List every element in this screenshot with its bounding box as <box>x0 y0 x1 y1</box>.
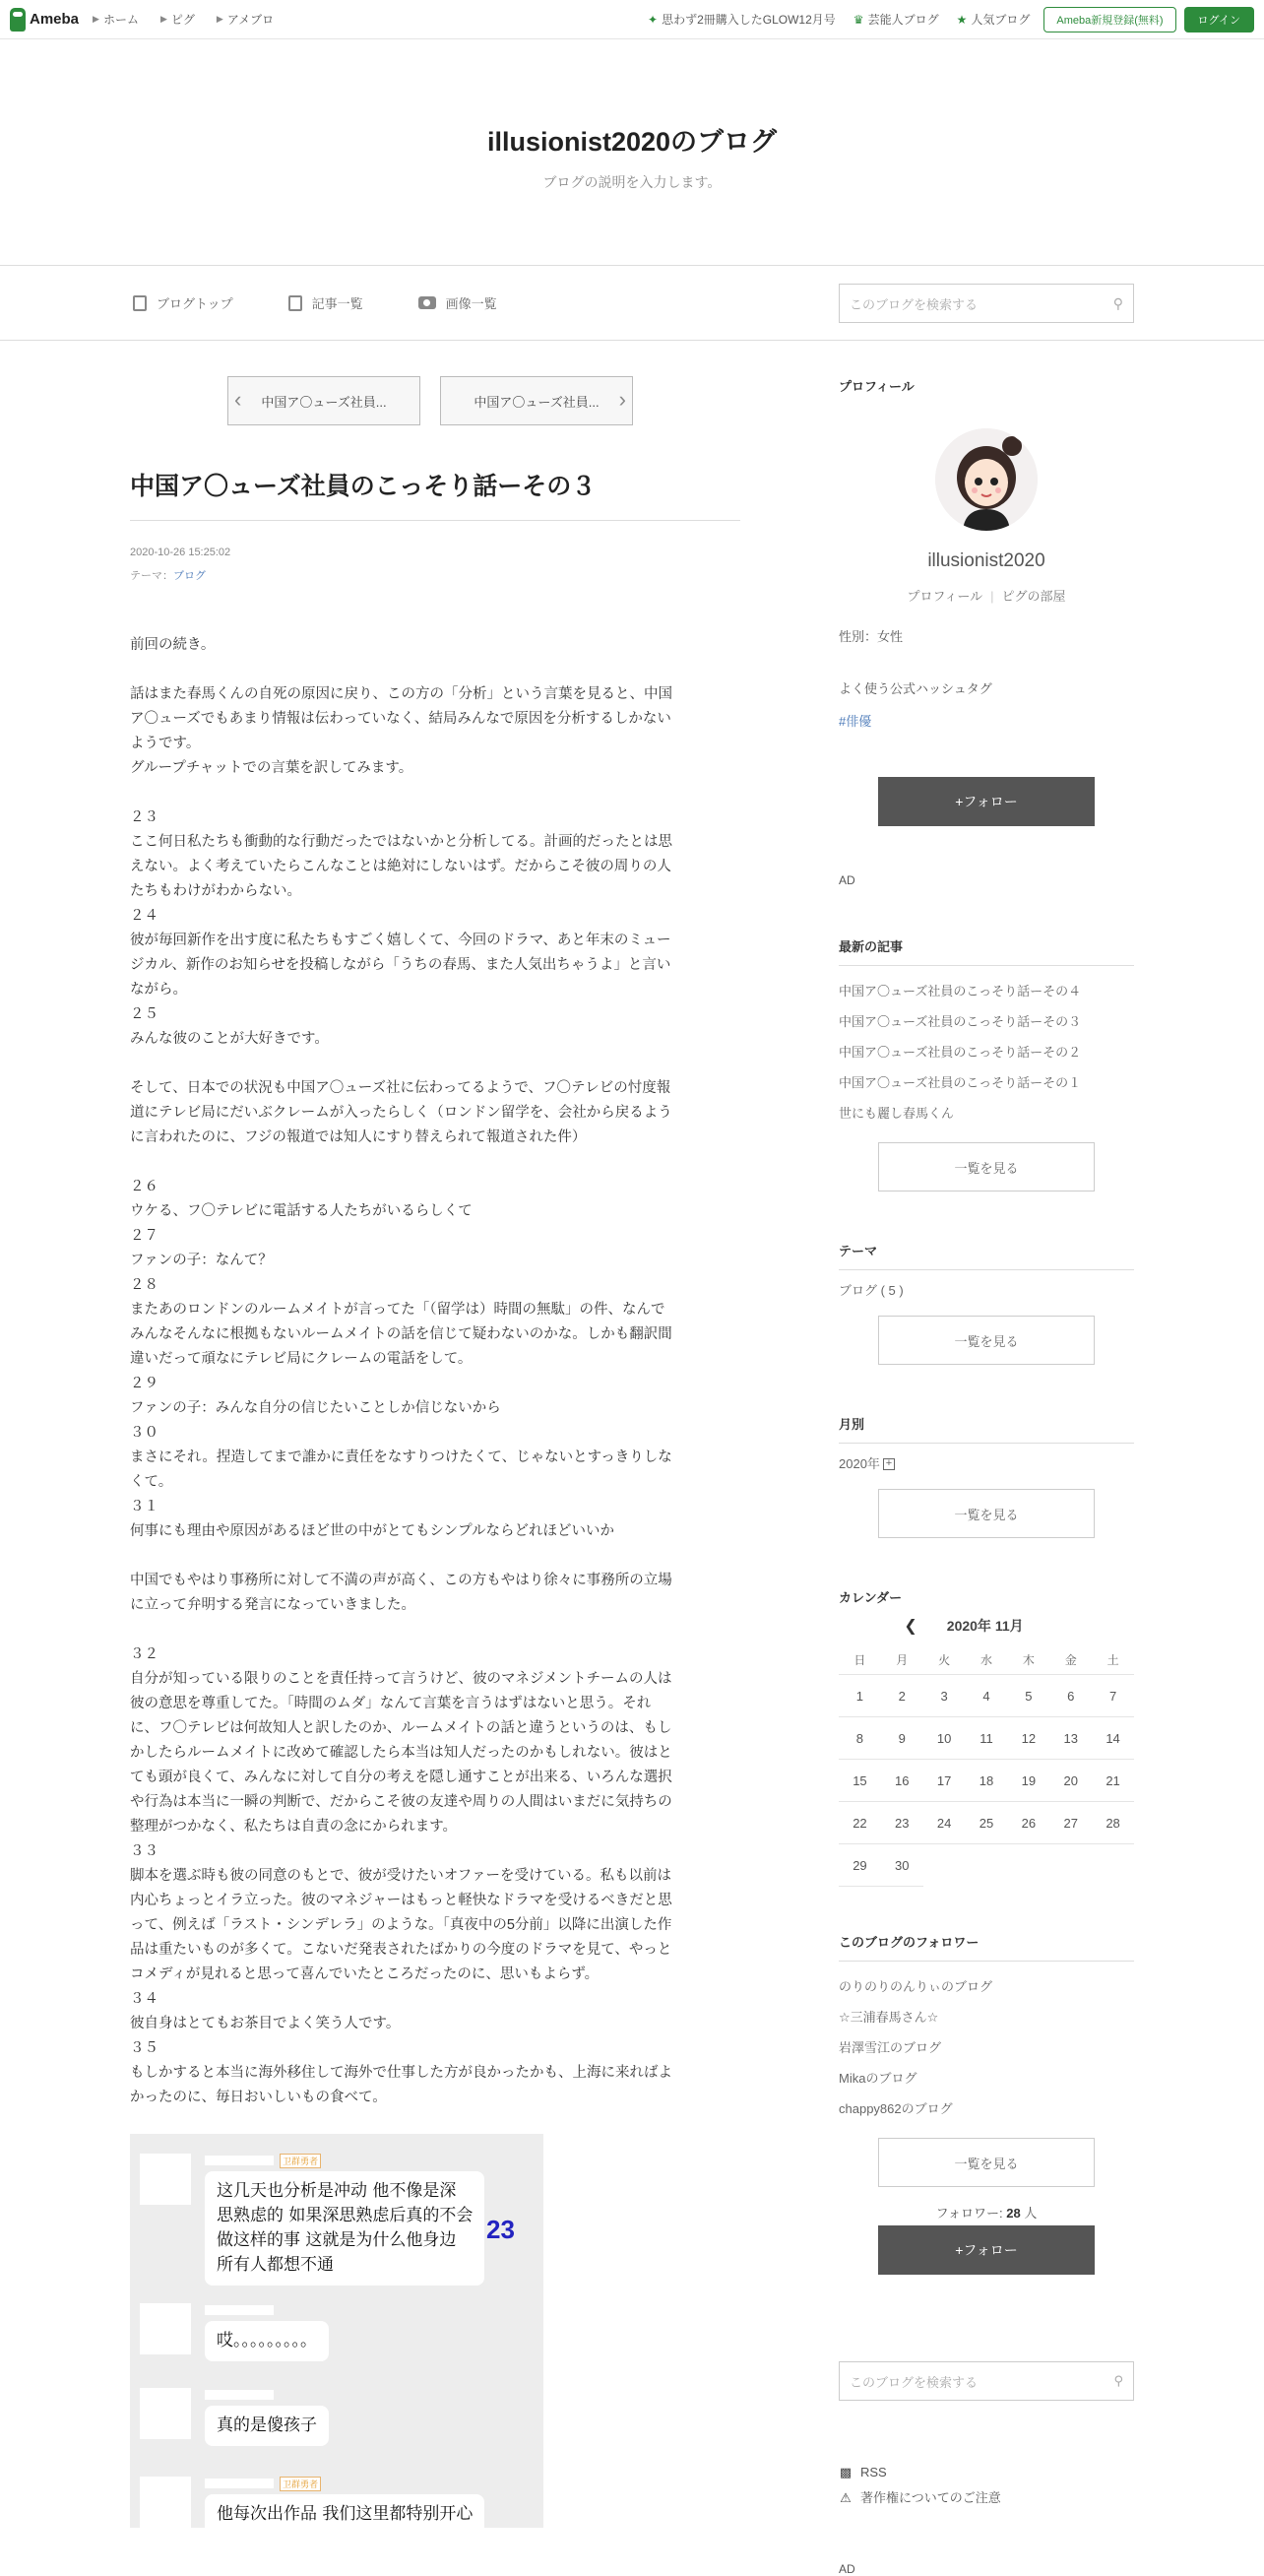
profile-links <box>839 586 1134 605</box>
promo-link[interactable]: ✦ 思わず2冊購入したGLOW12月号 <box>648 12 836 27</box>
ad-label-bottom: AD <box>839 2562 855 2576</box>
followers-more-button[interactable]: 一覧を見る <box>878 2138 1095 2187</box>
follower-link[interactable]: ☆三浦春馬さん☆ <box>839 2010 939 2025</box>
calendar-block <box>839 1587 1134 1887</box>
chevron-left-icon: ‹ <box>234 387 242 412</box>
crown-icon: ♛ <box>853 12 864 27</box>
calendar-month: 2020年 11月 <box>946 1618 1024 1634</box>
calendar-day: 25 <box>966 1802 1008 1844</box>
calendar-day: 22 <box>839 1802 881 1844</box>
calendar-day: 28 <box>1092 1802 1134 1844</box>
calendar-day: 9 <box>881 1717 923 1760</box>
celebrity-blog-link[interactable]: ♛ 芸能人ブログ <box>853 12 939 27</box>
follower-link[interactable]: 岩澤雪江のブログ <box>839 2040 942 2055</box>
theme-block <box>839 1241 1134 1365</box>
calendar-day: 8 <box>839 1717 881 1760</box>
calendar-day: 7 <box>1092 1675 1134 1717</box>
calendar-dow: 木 <box>1007 1645 1049 1675</box>
profile-heading: プロフィール <box>839 379 915 394</box>
calendar-dow: 水 <box>966 1645 1008 1675</box>
message-number: 23 <box>486 2215 515 2244</box>
calendar-day: 16 <box>881 1760 923 1802</box>
calendar-day: 5 <box>1007 1675 1049 1717</box>
followers-block <box>839 1932 1134 2275</box>
calendar-day: 1 <box>839 1675 881 1717</box>
ameba-logo[interactable]: Ameba <box>10 8 79 32</box>
avatar <box>140 2303 191 2354</box>
calendar-day: 14 <box>1092 1717 1134 1760</box>
calendar-day: 29 <box>839 1844 881 1887</box>
calendar-grid <box>839 1645 1134 1887</box>
nav-pigg[interactable]: ▶ ピグ <box>159 13 195 27</box>
main-column <box>130 376 740 2528</box>
sidebar-search-input[interactable]: このブログを検索する ⚲ <box>839 2361 1134 2401</box>
blog-title[interactable]: illusionist2020のブログ <box>486 127 778 157</box>
entry-list-link[interactable]: 記事一覧 <box>288 293 363 312</box>
calendar-day: 12 <box>1007 1717 1049 1760</box>
star-icon: ★ <box>956 12 968 27</box>
chat-bubble: 真的是傻孩子 <box>205 2406 329 2446</box>
followers-heading: このブログのフォロワー <box>839 1932 1134 1962</box>
ad-label: AD <box>839 873 855 887</box>
misc-links <box>839 2460 1134 2511</box>
calendar-dow: 金 <box>1049 1645 1092 1675</box>
calendar-dow: 火 <box>923 1645 966 1675</box>
calendar-day: 2 <box>881 1675 923 1717</box>
profile-avatar[interactable] <box>935 428 1038 531</box>
calendar-day: 30 <box>881 1844 923 1887</box>
follow-button-bottom[interactable]: +フォロー <box>878 2225 1095 2275</box>
profile-avatar-illustration <box>935 428 1038 531</box>
chat-message <box>140 2477 484 2528</box>
name-placeholder <box>205 2156 274 2165</box>
calendar-day: 26 <box>1007 1802 1049 1844</box>
follow-button[interactable]: +フォロー <box>878 777 1095 826</box>
calendar-day: 15 <box>839 1760 881 1802</box>
monthly-heading: 月別 <box>839 1414 1134 1444</box>
login-button[interactable]: ログイン <box>1184 7 1254 32</box>
name-placeholder <box>205 2305 274 2315</box>
chevron-left-icon[interactable]: ❮ <box>904 1618 917 1635</box>
calendar-heading: カレンダー <box>839 1590 903 1605</box>
entry-meta <box>130 541 740 588</box>
popular-blog-link[interactable]: ★ 人気ブログ <box>956 12 1031 27</box>
chat-bubble: 哎。。。。。。。。。 <box>205 2321 329 2361</box>
chat-bubble: 这几天也分析是冲动 他不像是深 思熟虑的 如果深思熟虑后真的不会 做这样的事 这就是为什么他身边 所有人都想不通 <box>205 2171 484 2286</box>
profile-name[interactable]: illusionist2020 <box>927 550 1045 571</box>
calendar-day: 24 <box>923 1802 966 1844</box>
recent-heading: 最新の記事 <box>839 936 1134 966</box>
calendar-day: 19 <box>1007 1760 1049 1802</box>
caret-right-icon: ▶ <box>93 14 99 24</box>
follower-link[interactable]: chappy862のブログ <box>839 2101 953 2116</box>
profile-link[interactable]: プロフィール <box>907 589 983 604</box>
caret-right-icon: ▶ <box>159 14 167 24</box>
entry-body <box>130 633 740 2110</box>
sparkle-icon: ✦ <box>648 12 659 27</box>
calendar-day: 10 <box>923 1717 966 1760</box>
nav-home[interactable]: ▶ ホーム <box>93 13 139 27</box>
theme-more-button[interactable]: 一覧を見る <box>878 1316 1095 1365</box>
calendar-header <box>839 1616 1134 1636</box>
theme-heading: テーマ <box>839 1241 1134 1270</box>
theme-link[interactable]: ブログ <box>173 570 206 582</box>
caret-right-icon: ▶ <box>216 14 223 24</box>
follower-count: フォロワー: 28 人 <box>935 2206 1038 2221</box>
recent-entry-link[interactable]: 中国ア〇ューズ社員のこっそり話ーその３ <box>839 1014 1082 1029</box>
register-button[interactable]: Ameba新規登録(無料) <box>1043 7 1175 32</box>
blog-header <box>0 39 1264 266</box>
pigg-room-link[interactable]: ピグの部屋 <box>1001 589 1066 604</box>
entry-theme: テーマ：ブログ <box>130 570 206 582</box>
avatar <box>140 2154 191 2205</box>
entry-title: 中国ア〇ューズ社員のこっそり話ーその３ <box>130 467 740 521</box>
search-icon[interactable]: ⚲ <box>1112 294 1123 311</box>
ameba-frog-icon <box>10 8 26 32</box>
chat-message <box>140 2154 484 2286</box>
chevron-right-icon: › <box>618 387 626 412</box>
search-icon[interactable]: ⚲ <box>1113 2373 1123 2388</box>
sidebar <box>839 376 1134 2576</box>
blog-subnav <box>0 266 1264 341</box>
chat-screenshot-image[interactable] <box>130 2134 543 2528</box>
entry-text: 前回の続き。 話はまた春馬くんの自死の原因に戻り、この方の「分析」という言葉を見ると、中国 ア〇ューズでもあまり情報は伝わっていなく、結局みんなで原因を分析するしかない ようです。 グループチャットでの言葉を訳してみます。 ２３ ここ何日私たちも衝動的な行動だったではないかと分析してる。計画的だったとは思 えない。よく考えていたらこんなことは絶対にしないはず。だからこそ彼の周りの人 たちもわけがわからない。 ２４ 彼が毎回新作を出す度に私たちもすごく嬉しくて、今回のドラマ、あと年末のミュー ジカル、新作のお知らせを投稿しながら「うちの春馬、また人気出ちゃうよ」と言い ながら。 ２５ みんな彼のことが大好きです。 そして、日本での状況も中国ア〇ューズ社に伝わってるようで、フ〇テレビの忖度報 道にテレビ局にだいぶクレームが入ったらしく（ロンドン留学を、会社から戻るよう に言われたのに、フジの報道では知人にすり替えられて報道された件） ２６ ウケる、フ〇テレビに電話する人たちがいるらしくて ２７ ファンの子：なんて？ ２８ またあのロンドンのルームメイトが言ってた「（留学は）時間の無駄」の件、なんで みんなそんなに根拠もないルームメイトの話を信じて疑わないのかな。しかも翻訳間 違いだって頑なにテレビ局にクレームの電話をして。 ２９ ファンの子：みんな自分の信じたいことしか信じないから ３０ まさにそれ。捏造してまで誰かに責任をなすりつけたくて、じゃないとすっきりしな くて。 ３１ 何事にも理由や原因があるほど世の中がとてもシンプルならどれほどいいか 中国でもやはり事務所に対して不満の声が高く、この方もやはり徐々に事務所の立場 に立って弁明する発言になっていきました。 ３２ 自分が知っている限りのことを責任持って言うけど、彼のマネジメントチームの人は 彼の意思を尊重してた。「時間のムダ」なんて言葉を言うはずはないと思う。それ に、フ〇テレビは何故知人と訳したのか、ルームメイトの話と違うというのは、もし かしたらルームメイトに改めて確認したら本当は知人だったのかもしれない。彼はと ても頭が良くて、みんなに対して自分の考えを隠し通すことが出来る、いろんな選択 や行為は本当に一瞬の判断で、だからこそ彼の友達や周りの人間はいまだに気持ちの 整理がつかなく、私たちは自責の念にかられます。 ３３ 脚本を選ぶ時も彼の同意のもとで、彼が受けたいオファーを受けている。私も以前は 内心ちょっとイラ立った。彼のマネジャーはもっと軽快なドラマを受けるべきだと思 って、例えば「ラスト・シンデレラ」のような。「真夜中の5分前」以降に出演した作 品は重たいものが多くて。こないだ発表されたばかりの今度のドラマを見て、やっと コメディが見れると思って喜んでいたところだったのに、思いもよらず。 ３４ 彼自身はとてもお茶目でよく笑う人です。 ３５ もしかすると本当に海外移住して海外で仕事した方が良かったかも、上海に来ればよ かったのに、毎日おいしいもの食べて。 <box>130 637 672 2105</box>
recent-entry-link[interactable]: 中国ア〇ューズ社員のこっそり話ーその４ <box>839 984 1082 998</box>
recent-more-button[interactable]: 一覧を見る <box>878 1142 1095 1191</box>
recent-entry-link[interactable]: 世にも麗し春馬くん <box>839 1106 955 1121</box>
chat-bubble: 他每次出作品 我们这里都特别开心 <box>205 2494 484 2528</box>
follower-link[interactable]: のりのりのんりぃのブログ <box>839 1979 993 1994</box>
theme-item-link[interactable]: ブログ ( 5 ) <box>839 1283 904 1298</box>
recent-entry-link[interactable]: 中国ア〇ューズ社員のこっそり話ーその１ <box>839 1075 1082 1090</box>
divider: | <box>990 589 994 604</box>
chat-message <box>140 2388 329 2446</box>
profile-gender: 性別：女性 <box>839 629 904 644</box>
avatar <box>140 2477 191 2528</box>
member-tag: 卫群勇者 <box>280 2477 321 2491</box>
follower-link[interactable]: Mikaのブログ <box>839 2071 917 2086</box>
calendar-day: 21 <box>1092 1760 1134 1802</box>
calendar-day: 23 <box>881 1802 923 1844</box>
top-bar <box>0 0 1264 39</box>
monthly-block <box>839 1414 1134 1538</box>
recent-entry-link[interactable]: 中国ア〇ューズ社員のこっそり話ーその２ <box>839 1045 1082 1060</box>
calendar-day: 11 <box>966 1717 1008 1760</box>
blog-search-input[interactable]: このブログを検索する ⚲ <box>839 284 1134 323</box>
blog-top-link[interactable]: ブログトップ <box>133 293 233 312</box>
recent-entries <box>839 936 1134 1191</box>
calendar-day: 4 <box>966 1675 1008 1717</box>
document-icon <box>133 295 147 311</box>
monthly-item[interactable]: 2020年 + <box>839 1453 1134 1475</box>
rss-link[interactable]: ▩ RSS <box>839 2460 1134 2485</box>
name-placeholder <box>205 2479 274 2488</box>
image-list-link[interactable]: 画像一覧 <box>418 293 497 312</box>
next-entry-button[interactable]: 中国ア〇ューズ社員... › <box>440 376 633 425</box>
entry-pager <box>120 376 740 425</box>
copyright-link[interactable]: ⚠ 著作権についてのご注意 <box>839 2485 1134 2511</box>
member-tag: 卫群勇者 <box>280 2154 321 2168</box>
avatar <box>140 2388 191 2439</box>
hashtag-label: よく使う公式ハッシュタグ <box>839 681 992 696</box>
calendar-dow: 土 <box>1092 1645 1134 1675</box>
calendar-day: 3 <box>923 1675 966 1717</box>
entry-date: 2020-10-26 15:25:02 <box>130 547 231 558</box>
rss-icon: ▩ <box>839 2465 853 2479</box>
calendar-day: 17 <box>923 1760 966 1802</box>
calendar-day: 13 <box>1049 1717 1092 1760</box>
nav-ameblo[interactable]: ▶ アメブロ <box>216 13 275 27</box>
copy-icon <box>288 295 302 311</box>
calendar-day: 20 <box>1049 1760 1092 1802</box>
prev-entry-button[interactable]: ‹ 中国ア〇ューズ社員... <box>227 376 420 425</box>
chat-message <box>140 2303 329 2361</box>
monthly-more-button[interactable]: 一覧を見る <box>878 1489 1095 1538</box>
calendar-day: 6 <box>1049 1675 1092 1717</box>
name-placeholder <box>205 2390 274 2400</box>
hashtag-link[interactable]: #俳優 <box>839 714 872 729</box>
calendar-day: 27 <box>1049 1802 1092 1844</box>
warning-icon: ⚠ <box>840 2490 852 2505</box>
calendar-dow: 日 <box>839 1645 881 1675</box>
calendar-dow: 月 <box>881 1645 923 1675</box>
calendar-day: 18 <box>966 1760 1008 1802</box>
camera-icon <box>418 296 436 309</box>
expand-plus-icon[interactable]: + <box>883 1458 895 1470</box>
blog-description: ブログの説明を入力します。 <box>542 174 722 190</box>
